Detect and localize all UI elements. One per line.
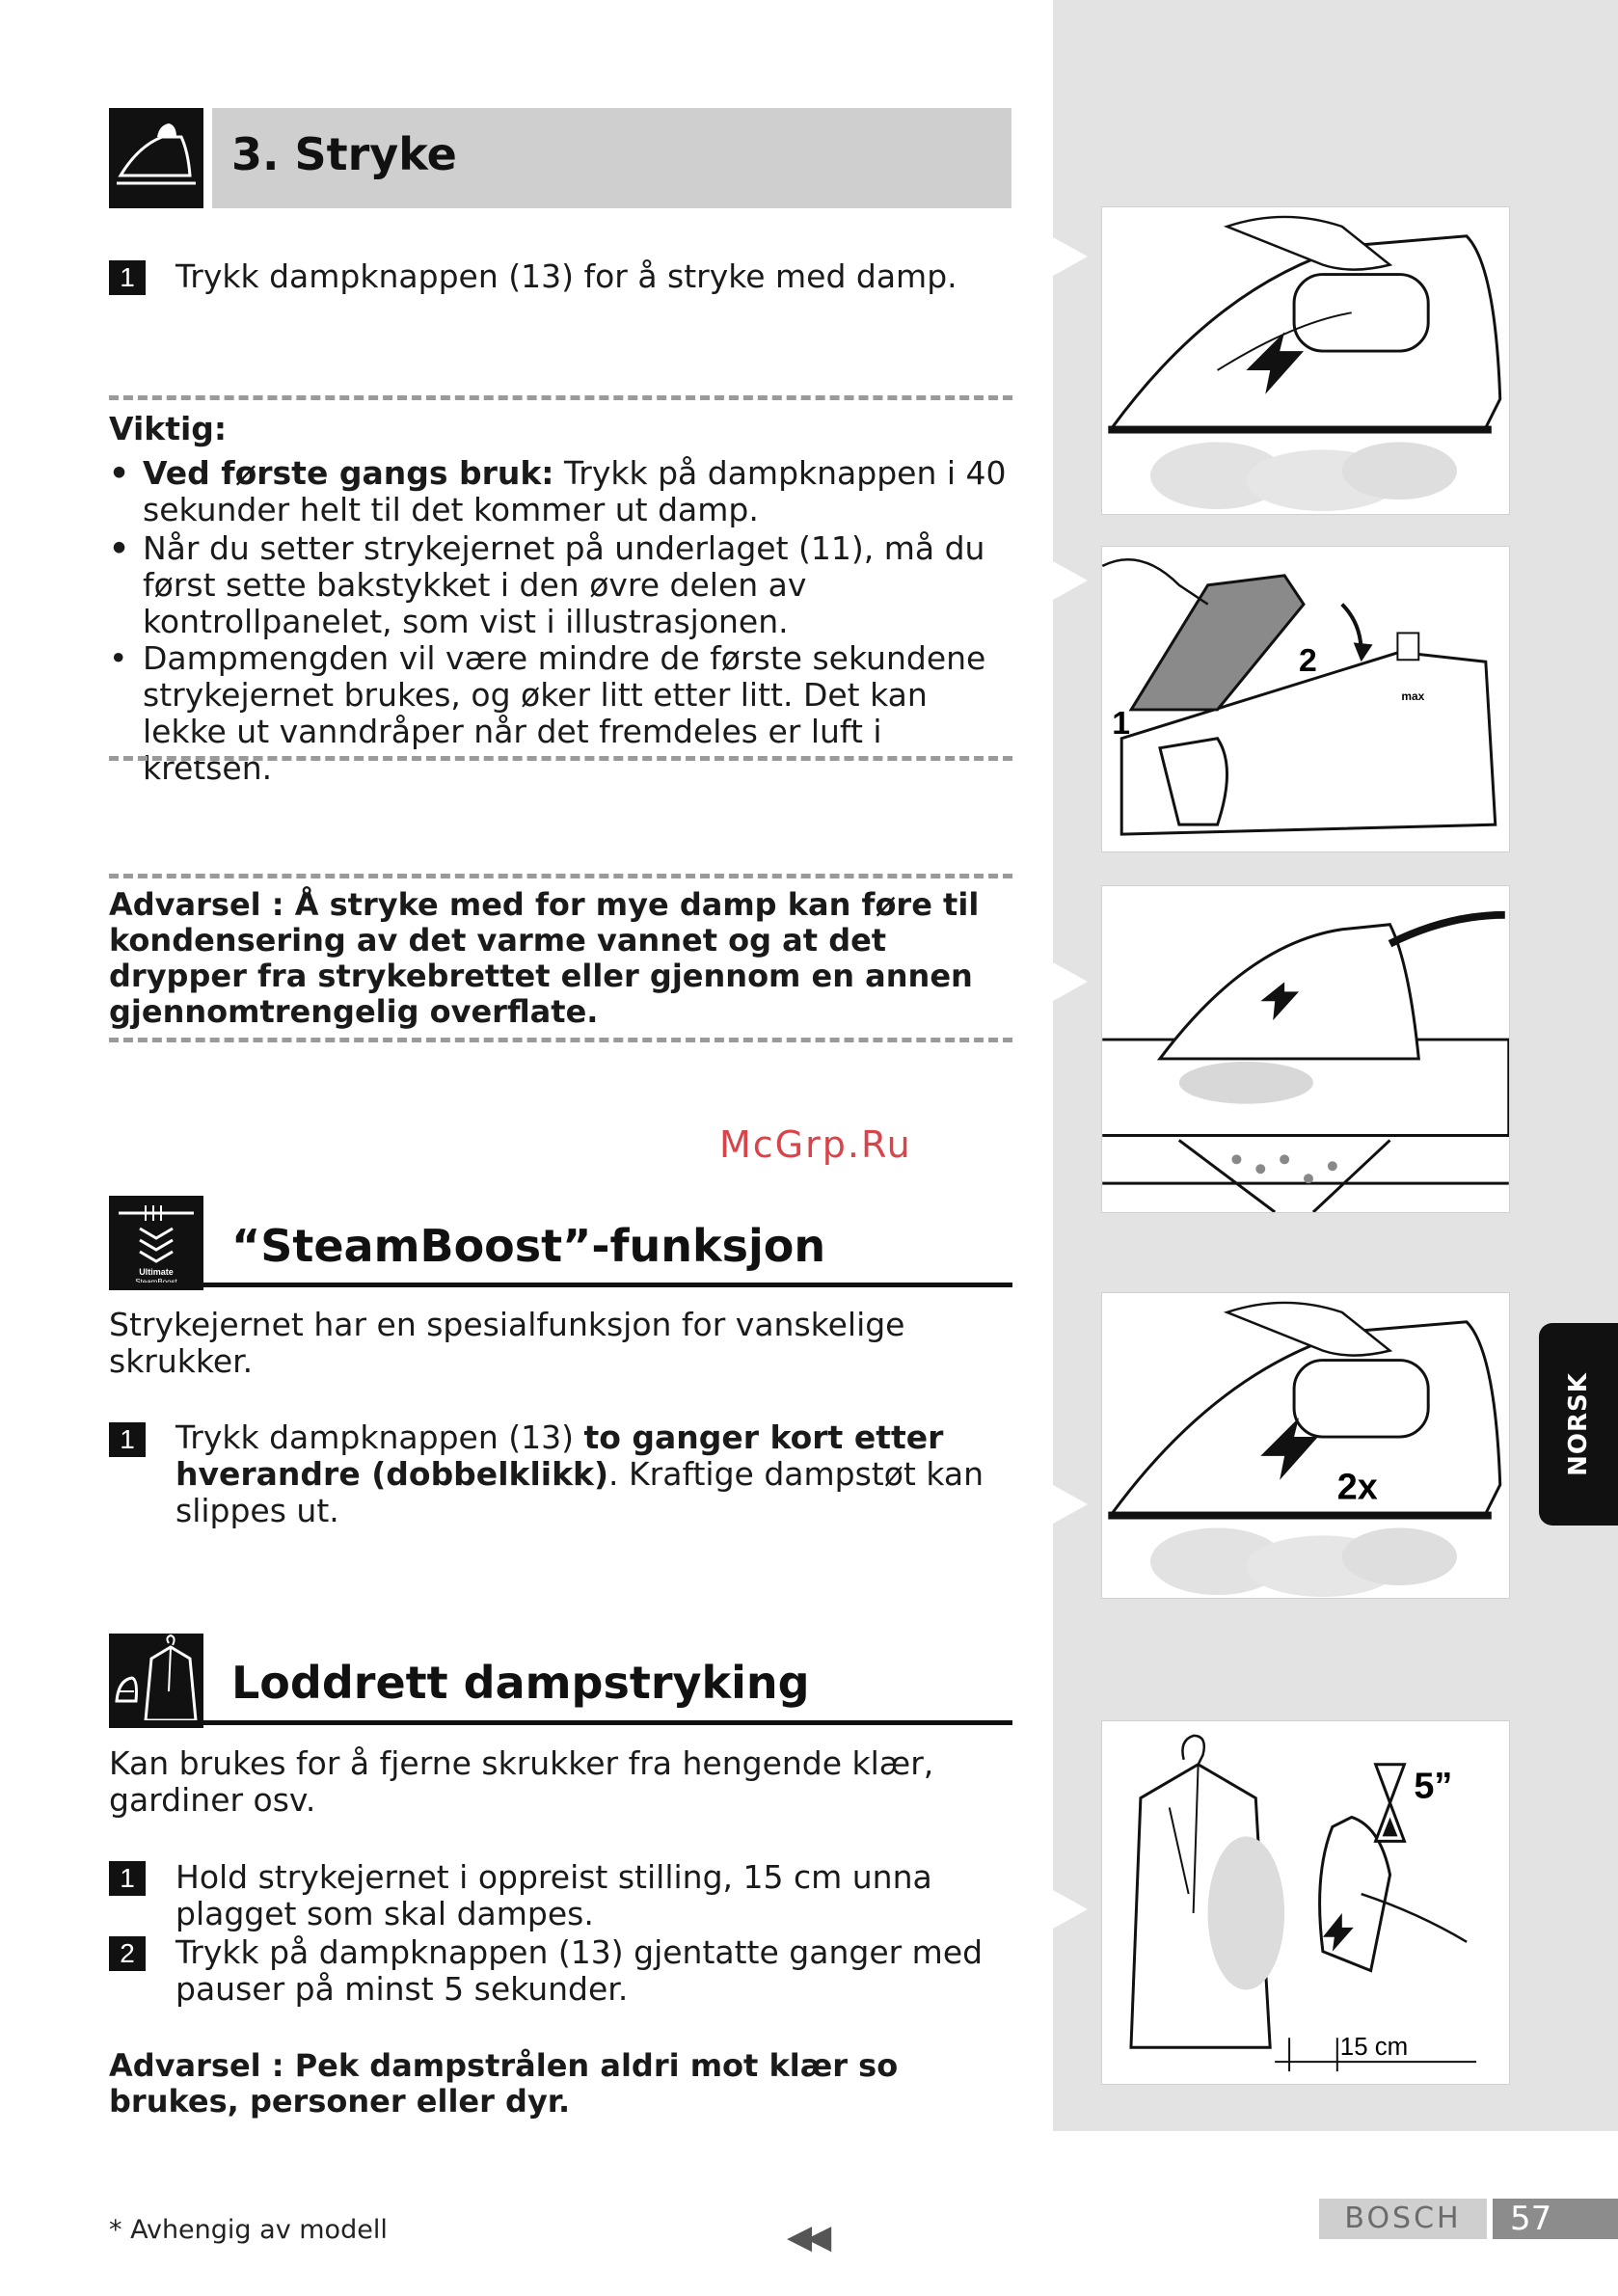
ironing-section-icon: [109, 108, 203, 208]
step-text: Trykk på dampknappen (13) gjentatte ganger med pauser på minst 5 sekunder.: [175, 1933, 984, 2008]
sidebar-notch: [1053, 1890, 1088, 1929]
illustration-2x-label: 2x: [1336, 1467, 1378, 1508]
previous-page-icon[interactable]: ◀◀: [787, 2218, 826, 2256]
steamboost-icon-label: Ultimate: [139, 1267, 174, 1277]
step-number: 2: [109, 1936, 146, 1971]
divider-dashed: [109, 874, 1012, 878]
bullet-text: Dampmengden vil være mindre de første sekundene strykejernet brukes, og øker litt etter litt. Det kan lekke ut vanndråper når det fremdeles er luft i kretsen.: [143, 639, 986, 787]
important-bullet: • Når du setter strykejernet på underlaget (11), må du først sette bakstykket i den øvre delen av kontrollpanelet, som vist i illustrasjonen.: [109, 530, 1015, 640]
step-text: Trykk dampknappen (13) for å stryke med damp.: [175, 257, 957, 295]
section-title-ironing: 3. Stryke: [231, 128, 457, 180]
steamboost-icon: [109, 1196, 203, 1290]
language-tab-label: NORSK: [1564, 1372, 1593, 1476]
section-title-vertical-steam: Loddrett dampstryking: [231, 1657, 810, 1709]
illustration-double-click: [1101, 1292, 1510, 1599]
illustration-label-1: 1: [1112, 704, 1131, 742]
bullet-text: Trykk på dampknappen i 40 sekunder helt til det kommer ut damp.: [143, 454, 1007, 528]
step-text-pre: Trykk dampknappen (13): [175, 1418, 584, 1456]
illustration-steam-press: [1101, 206, 1510, 515]
step-text-bold: to ganger kort etter hverandre (dobbelklikk): [175, 1418, 944, 1493]
step-number: 1: [109, 1861, 146, 1896]
divider-dashed: [109, 1038, 1012, 1042]
steamboost-intro: Strykejernet har en spesialfunksjon for vanskelige skrukker.: [109, 1306, 905, 1380]
vertical-intro: Kan brukes for å fjerne skrukker fra hengende klær, gardiner osv.: [109, 1744, 934, 1819]
illustration-distance-label: 15 cm: [1339, 2034, 1409, 2062]
important-bullet: • Dampmengden vil være mindre de første sekundene strykejernet brukes, og øker litt etter litt. Det kan lekke ut vanndråper når det fremdeles er luft i kretsen.: [109, 640, 1015, 750]
sidebar-notch: [1053, 1485, 1088, 1524]
step-number: 1: [109, 1422, 146, 1457]
illustration-label-2: 2: [1299, 642, 1317, 680]
important-bullet: • Ved første gangs bruk: Trykk på dampknappen i 40 sekunder helt til det kommer ut damp.: [109, 454, 1007, 528]
brand-label: BOSCH: [1319, 2199, 1487, 2239]
warning-direction: Advarsel : Pek dampstrålen aldri mot klær so brukes, personer eller dyr.: [109, 2047, 899, 2120]
bullet-lead: Ved første gangs bruk:: [143, 454, 554, 492]
step-text-post: . Kraftige dampstøt kan slippes ut.: [175, 1455, 984, 1529]
illustration-time-label: 5”: [1414, 1766, 1453, 1807]
warning-steam: Advarsel : Å stryke med for mye damp kan føre til kondensering av det varme vannet og at det drypper fra strykebrettet eller gjennom en annen gjennomtrengelig overflate.: [109, 886, 980, 1030]
language-tab: [1539, 1323, 1618, 1526]
illustration-ironing-board-drips: [1101, 885, 1510, 1213]
divider-dashed: [109, 756, 1012, 761]
section-title-steamboost: “SteamBoost”-funksjon: [231, 1220, 826, 1272]
sidebar-notch: [1053, 962, 1088, 1001]
bullet-text: Når du setter strykejernet på underlaget (11), må du først sette bakstykket i den øvre delen av kontrollpanelet, som vist i illustrasjonen.: [143, 529, 985, 640]
page-number: 57: [1493, 2199, 1618, 2239]
watermark: McGrp.Ru: [719, 1123, 912, 1166]
divider-dashed: [109, 395, 1012, 400]
step-text: Hold strykejernet i oppreist stilling, 15 cm unna plagget som skal dampes.: [175, 1858, 932, 1932]
step-number: 1: [109, 260, 146, 295]
sidebar-notch: [1053, 561, 1088, 600]
footnote: * Avhengig av modell: [109, 2215, 388, 2245]
section-rule: [109, 1720, 1012, 1725]
illustration-iron-on-base: [1101, 546, 1510, 852]
important-heading: Viktig:: [109, 410, 228, 447]
section-rule: [109, 1283, 1012, 1287]
vertical-steam-icon: [109, 1634, 203, 1728]
illustration-vertical-steaming: [1101, 1720, 1510, 2085]
sidebar-notch: [1053, 237, 1088, 276]
step-text: [175, 1419, 1014, 1529]
illustration-max-label: max: [1401, 689, 1425, 703]
